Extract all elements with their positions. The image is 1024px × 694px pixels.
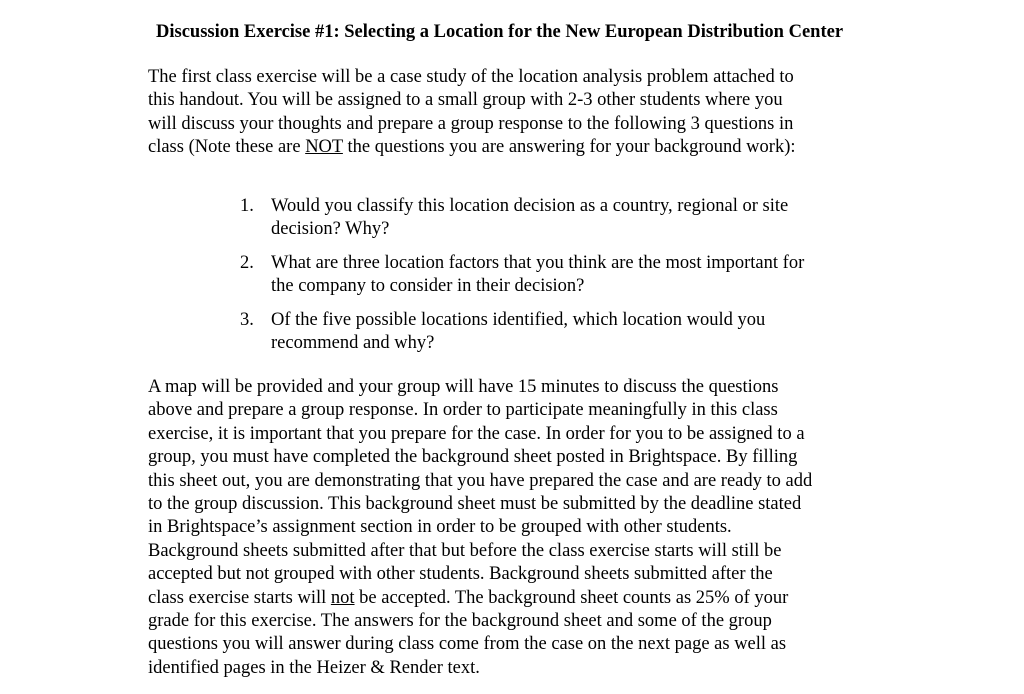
body-line: Background sheets submitted after that but before the class exercise starts will still be bbox=[148, 540, 782, 561]
body-line: identified pages in the Heizer & Render text. bbox=[148, 657, 480, 678]
intro-paragraph bbox=[148, 66, 888, 160]
question-line: What are three location factors that you think are the most important for bbox=[271, 253, 805, 273]
body-line: grade for this exercise. The answers for the background sheet and some of the group bbox=[148, 611, 772, 632]
question-number: 3. bbox=[240, 310, 254, 330]
question-line: decision? Why? bbox=[271, 219, 390, 239]
question-text bbox=[271, 252, 880, 298]
intro-line: this handout. You will be assigned to a small group with 2-3 other students where you bbox=[148, 90, 783, 111]
body-line: to the group discussion. This background sheet must be submitted by the deadline stated bbox=[148, 494, 802, 515]
emphasis-not-underlined: not bbox=[330, 587, 355, 608]
body-paragraph bbox=[148, 376, 888, 680]
body-line: in Brightspace’s assignment section in order to be grouped with other students. bbox=[148, 517, 732, 538]
question-text bbox=[271, 309, 880, 355]
body-line: above and prepare a group response. In order to participate meaningfully in this class bbox=[148, 400, 778, 421]
body-line-with-emphasis bbox=[148, 587, 888, 610]
intro-text-after: the questions you are answering for your background work): bbox=[342, 137, 796, 158]
intro-line: The first class exercise will be a case study of the location analysis problem attached to bbox=[148, 67, 794, 87]
body-text-after: be accepted. The background sheet counts as 25% of your bbox=[354, 587, 789, 608]
questions-list bbox=[240, 195, 880, 366]
question-item-2 bbox=[240, 252, 880, 298]
body-text-before: class exercise starts will bbox=[148, 587, 331, 608]
body-line: this sheet out, you are demonstrating that you have prepared the case and are ready to add bbox=[148, 470, 813, 491]
intro-text-before: class (Note these are bbox=[148, 137, 306, 158]
intro-line-last bbox=[148, 136, 888, 159]
body-line: group, you must have completed the background sheet posted in Brightspace. By filling bbox=[148, 447, 798, 468]
question-line: Would you classify this location decision as a country, regional or site bbox=[271, 196, 789, 216]
question-number: 1. bbox=[240, 196, 254, 216]
body-line: accepted but not grouped with other students. Background sheets submitted after the bbox=[148, 564, 773, 585]
question-line: recommend and why? bbox=[271, 333, 435, 353]
page-title: Discussion Exercise #1: Selecting a Location for the New European Distribution Center bbox=[156, 22, 844, 42]
question-text bbox=[271, 195, 880, 241]
question-item-1 bbox=[240, 195, 880, 241]
question-item-3 bbox=[240, 309, 880, 355]
intro-line: will discuss your thoughts and prepare a group response to the following 3 questions in bbox=[148, 113, 794, 134]
body-line: exercise, it is important that you prepare for the case. In order for you to be assigned to a bbox=[148, 423, 805, 444]
question-line: Of the five possible locations identified, which location would you bbox=[271, 310, 766, 330]
question-line: the company to consider in their decision? bbox=[271, 276, 585, 296]
question-number: 2. bbox=[240, 253, 254, 273]
body-line: A map will be provided and your group will have 15 minutes to discuss the questions bbox=[148, 377, 779, 397]
body-line: questions you will answer during class come from the case on the next page as well as bbox=[148, 634, 787, 655]
emphasis-not-underlined: NOT bbox=[305, 137, 343, 158]
